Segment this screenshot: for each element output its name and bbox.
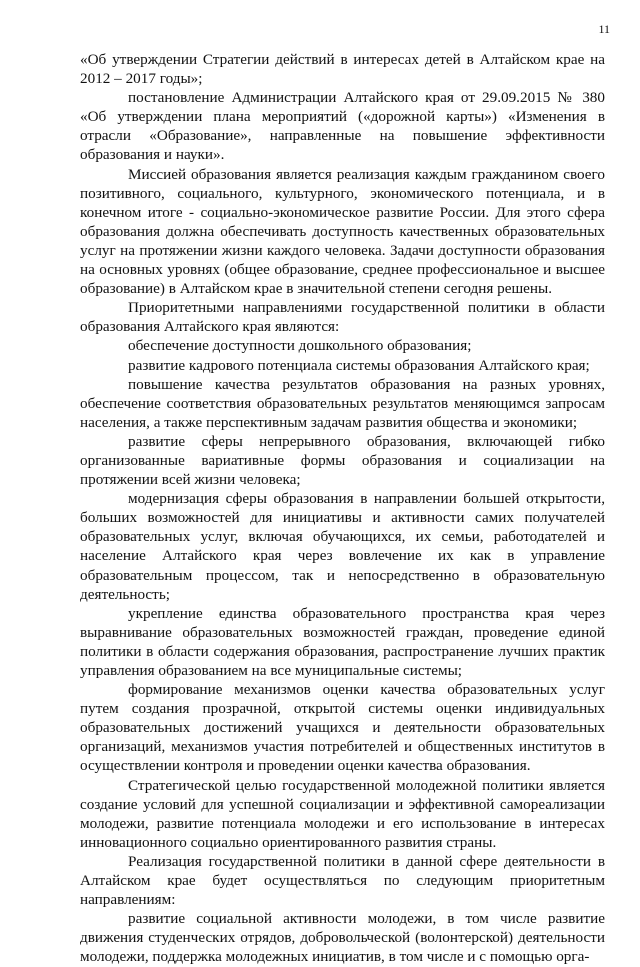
page-number: 11 [598,22,610,36]
paragraph-14: развитие социальной активности молодежи, в том числе развитие движения студенческих отрядов, добровольческой (волонтерской) деятельности молодежи, поддержка молодежных инициатив, в том числе и с помощью орга- [80,910,605,966]
paragraph-4: Приоритетными направлениями государственной политики в области образования Алтайского края являются: [80,299,605,336]
paragraph-13: Реализация государственной политики в данной сфере деятельности в Алтайском крае будет осуществляться по следующим приоритетным направлениям: [80,852,605,909]
paragraph-5: обеспечение доступности дошкольного образования; [128,337,472,355]
paragraph-6: развитие кадрового потенциала системы образования Алтайского края; [128,356,590,374]
paragraph-8: развитие сферы непрерывного образования, включающей гибко организованные вариативные формы образования и социализации на протяжении всей жизни человека; [80,432,605,489]
paragraph-11: формирование механизмов оценки качества образовательных услуг путем создания прозрачной, открытой системы оценки индивидуальных образовательных достижений учащихся и деятельности образовательных организаций, механизмов участия потребителей и общественных институтов в осуществлении контроля и проведении оценки качества образования. [80,681,605,775]
paragraph-9: модернизация сферы образования в направлении большей открытости, больших возможностей для инициативы и активности самих получателей образовательных услуг, включая обучающихся, их семьи, работодателей и население Алтайского края через вовлечение их как в управление образовательным процессом, так и непосредственно в образовательную деятельность; [80,490,605,603]
document-body [80,50,605,967]
paragraph-2: постановление Администрации Алтайского края от 29.09.2015 № 380 «Об утверждении плана мероприятий («дорожной карты») «Изменения в отрасли «Образование», направленные на повышение эффективности образования и науки». [80,89,605,164]
paragraph-10: укрепление единства образовательного пространства края через выравнивание образовательных возможностей граждан, проведение единой политики в области содержания образования, распространение лучших практик управления образованием на все муниципальные системы; [80,604,605,679]
paragraph-3: Миссией образования является реализация каждым гражданином своего позитивного, социального, культурного, экономического потенциала, и в конечном итоге - социально-экономическое развитие России. Для этого сфера образования должна обеспечивать доступность качественных образовательных услуг на протяжении жизни каждого человека. Задачи доступности образования на основных уровнях (общее образование, среднее профессиональное и высшее образование) в Алтайском крае в значительной степени сегодня решены. [80,165,605,298]
paragraph-7: повышение качества результатов образования на разных уровнях, обеспечение соответствия образовательных результатов меняющимся запросам населения, а также перспективным задачам развития общества и экономики; [80,375,605,431]
paragraph-12: Стратегической целью государственной молодежной политики является создание условий для успешной социализации и эффективной самореализации молодежи, развитие потенциала молодежи и его использование в интересах инновационного социально ориентированного развития страны. [80,776,605,851]
paragraph-1: «Об утверждении Стратегии действий в интересах детей в Алтайском крае на 2012 – 2017 годы»; [80,51,605,88]
